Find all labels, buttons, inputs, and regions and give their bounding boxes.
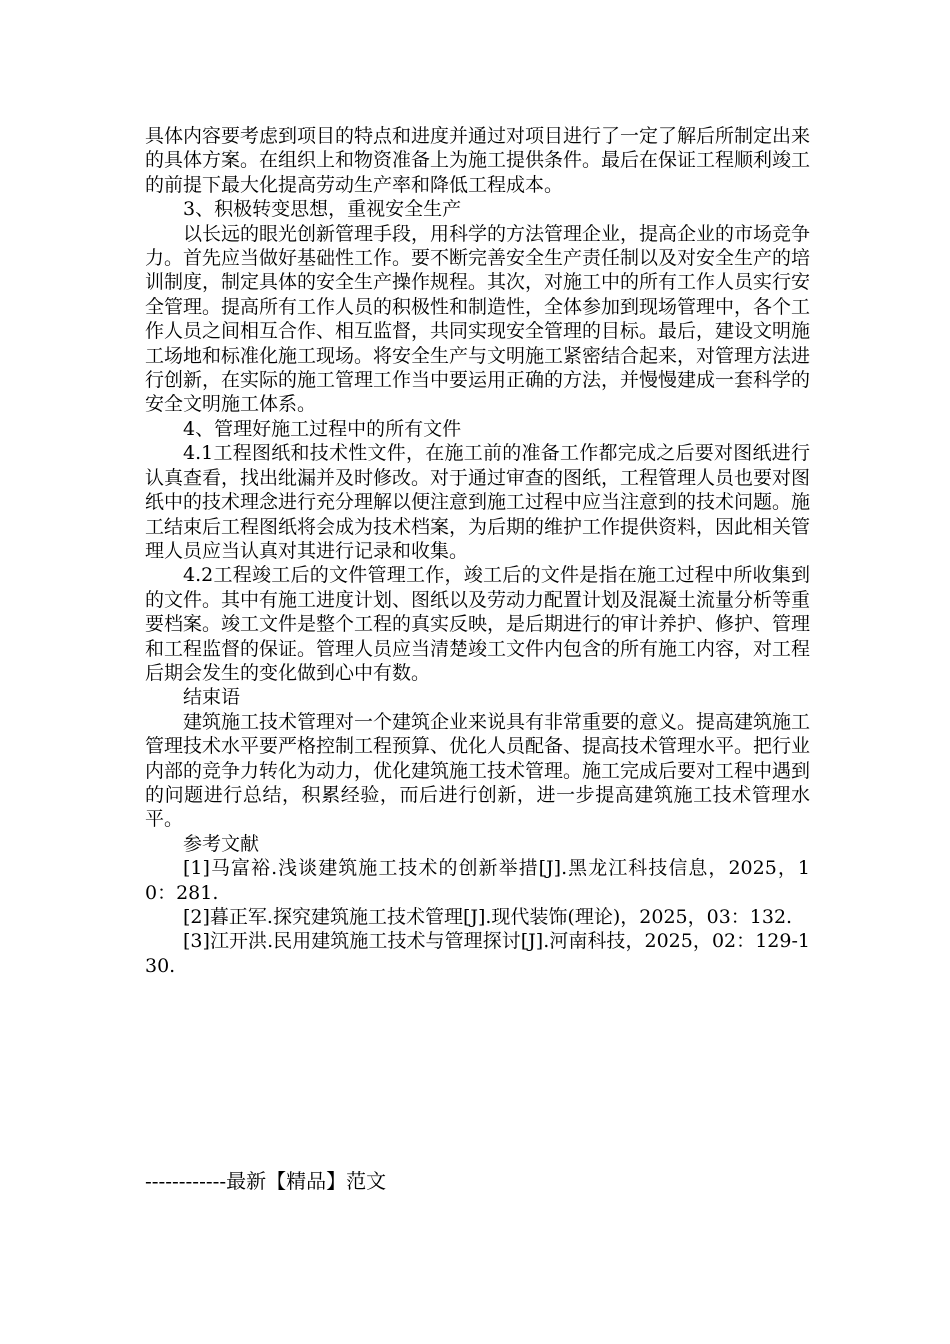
heading-section-3: 3、积极转变思想，重视安全生产 bbox=[183, 198, 462, 221]
document-body bbox=[145, 124, 810, 978]
page-footer: ------------最新【精品】范文 bbox=[145, 1169, 387, 1193]
paragraph-safety-management: 以长远的眼光创新管理手段，用科学的方法管理企业，提高企业的市场竞争力。首先应当做好基础性工作。要不断完善安全生产责任制以及对安全生产的培训制度，制定具体的安全生产操作规程。其次，对施工中的所有工作人员实行安全管理。提高所有工作人员的积极性和制造性，全体参加到现场管理中，各个工作人员之间相互合作、相互监督，共同实现安全管理的目标。最后，建设文明施工场地和标准化施工现场。将安全生产与文明施工紧密结合起来，对管理方法进行创新，在实际的施工管理工作当中要运用正确的方法，并慢慢建成一套科学的安全文明施工体系。 bbox=[145, 222, 811, 416]
paragraph-conclusion: 建筑施工技术管理对一个建筑企业来说具有非常重要的意义。提高建筑施工管理技术水平要严格控制工程预算、优化人员配备、提高技术管理水平。把行业内部的竞争力转化为动力，优化建筑施工技术管理。施工完成后要对工程中遇到的问题进行总结，积累经验，而后进行创新，进一步提高建筑施工技术管理水平。 bbox=[145, 710, 811, 831]
heading-section-4: 4、管理好施工过程中的所有文件 bbox=[183, 417, 462, 440]
reference-item-2: [2]暮正军.探究建筑施工技术管理[J].现代装饰(理论)，2025，03：132. bbox=[183, 906, 793, 928]
paragraph-section-4-2: 4.2工程竣工后的文件管理工作，竣工后的文件是指在施工过程中所收集到的文件。其中有施工进度计划、图纸以及劳动力配置计划及混凝土流量分析等重要档案。竣工文件是整个工程的真实反映，是后期进行的审计养护、修护、管理和工程监督的保证。管理人员应当清楚竣工文件内包含的所有施工内容，对工程后期会发生的变化做到心中有数。 bbox=[145, 564, 811, 684]
paragraph-continuation: 具体内容要考虑到项目的特点和进度并通过对项目进行了一定了解后所制定出来的具体方案。在组织上和物资准备上为施工提供条件。最后在保证工程顺利竣工的前提下最大化提高劳动生产率和降低工程成本。 bbox=[145, 125, 811, 196]
heading-conclusion: 结束语 bbox=[183, 686, 241, 709]
paragraph-section-4-1: 4.1工程图纸和技术性文件，在施工前的准备工作都完成之后要对图纸进行认真查看，找出纰漏并及时修改。对于通过审查的图纸，工程管理人员也要对图纸中的技术理念进行充分理解以便注意到施工过程中应当注意到的技术问题。施工结束后工程图纸将会成为技术档案，为后期的维护工作提供资料，因此相关管理人员应当认真对其进行记录和收集。 bbox=[145, 442, 811, 562]
reference-item-3: [3]江开洪.民用建筑施工技术与管理探讨[J].河南科技，2025，02：129-130. bbox=[145, 930, 810, 977]
reference-item-1: [1]马富裕.浅谈建筑施工技术的创新举措[J].黑龙江科技信息，2025，10：281. bbox=[145, 857, 810, 904]
heading-references: 参考文献 bbox=[183, 832, 260, 855]
